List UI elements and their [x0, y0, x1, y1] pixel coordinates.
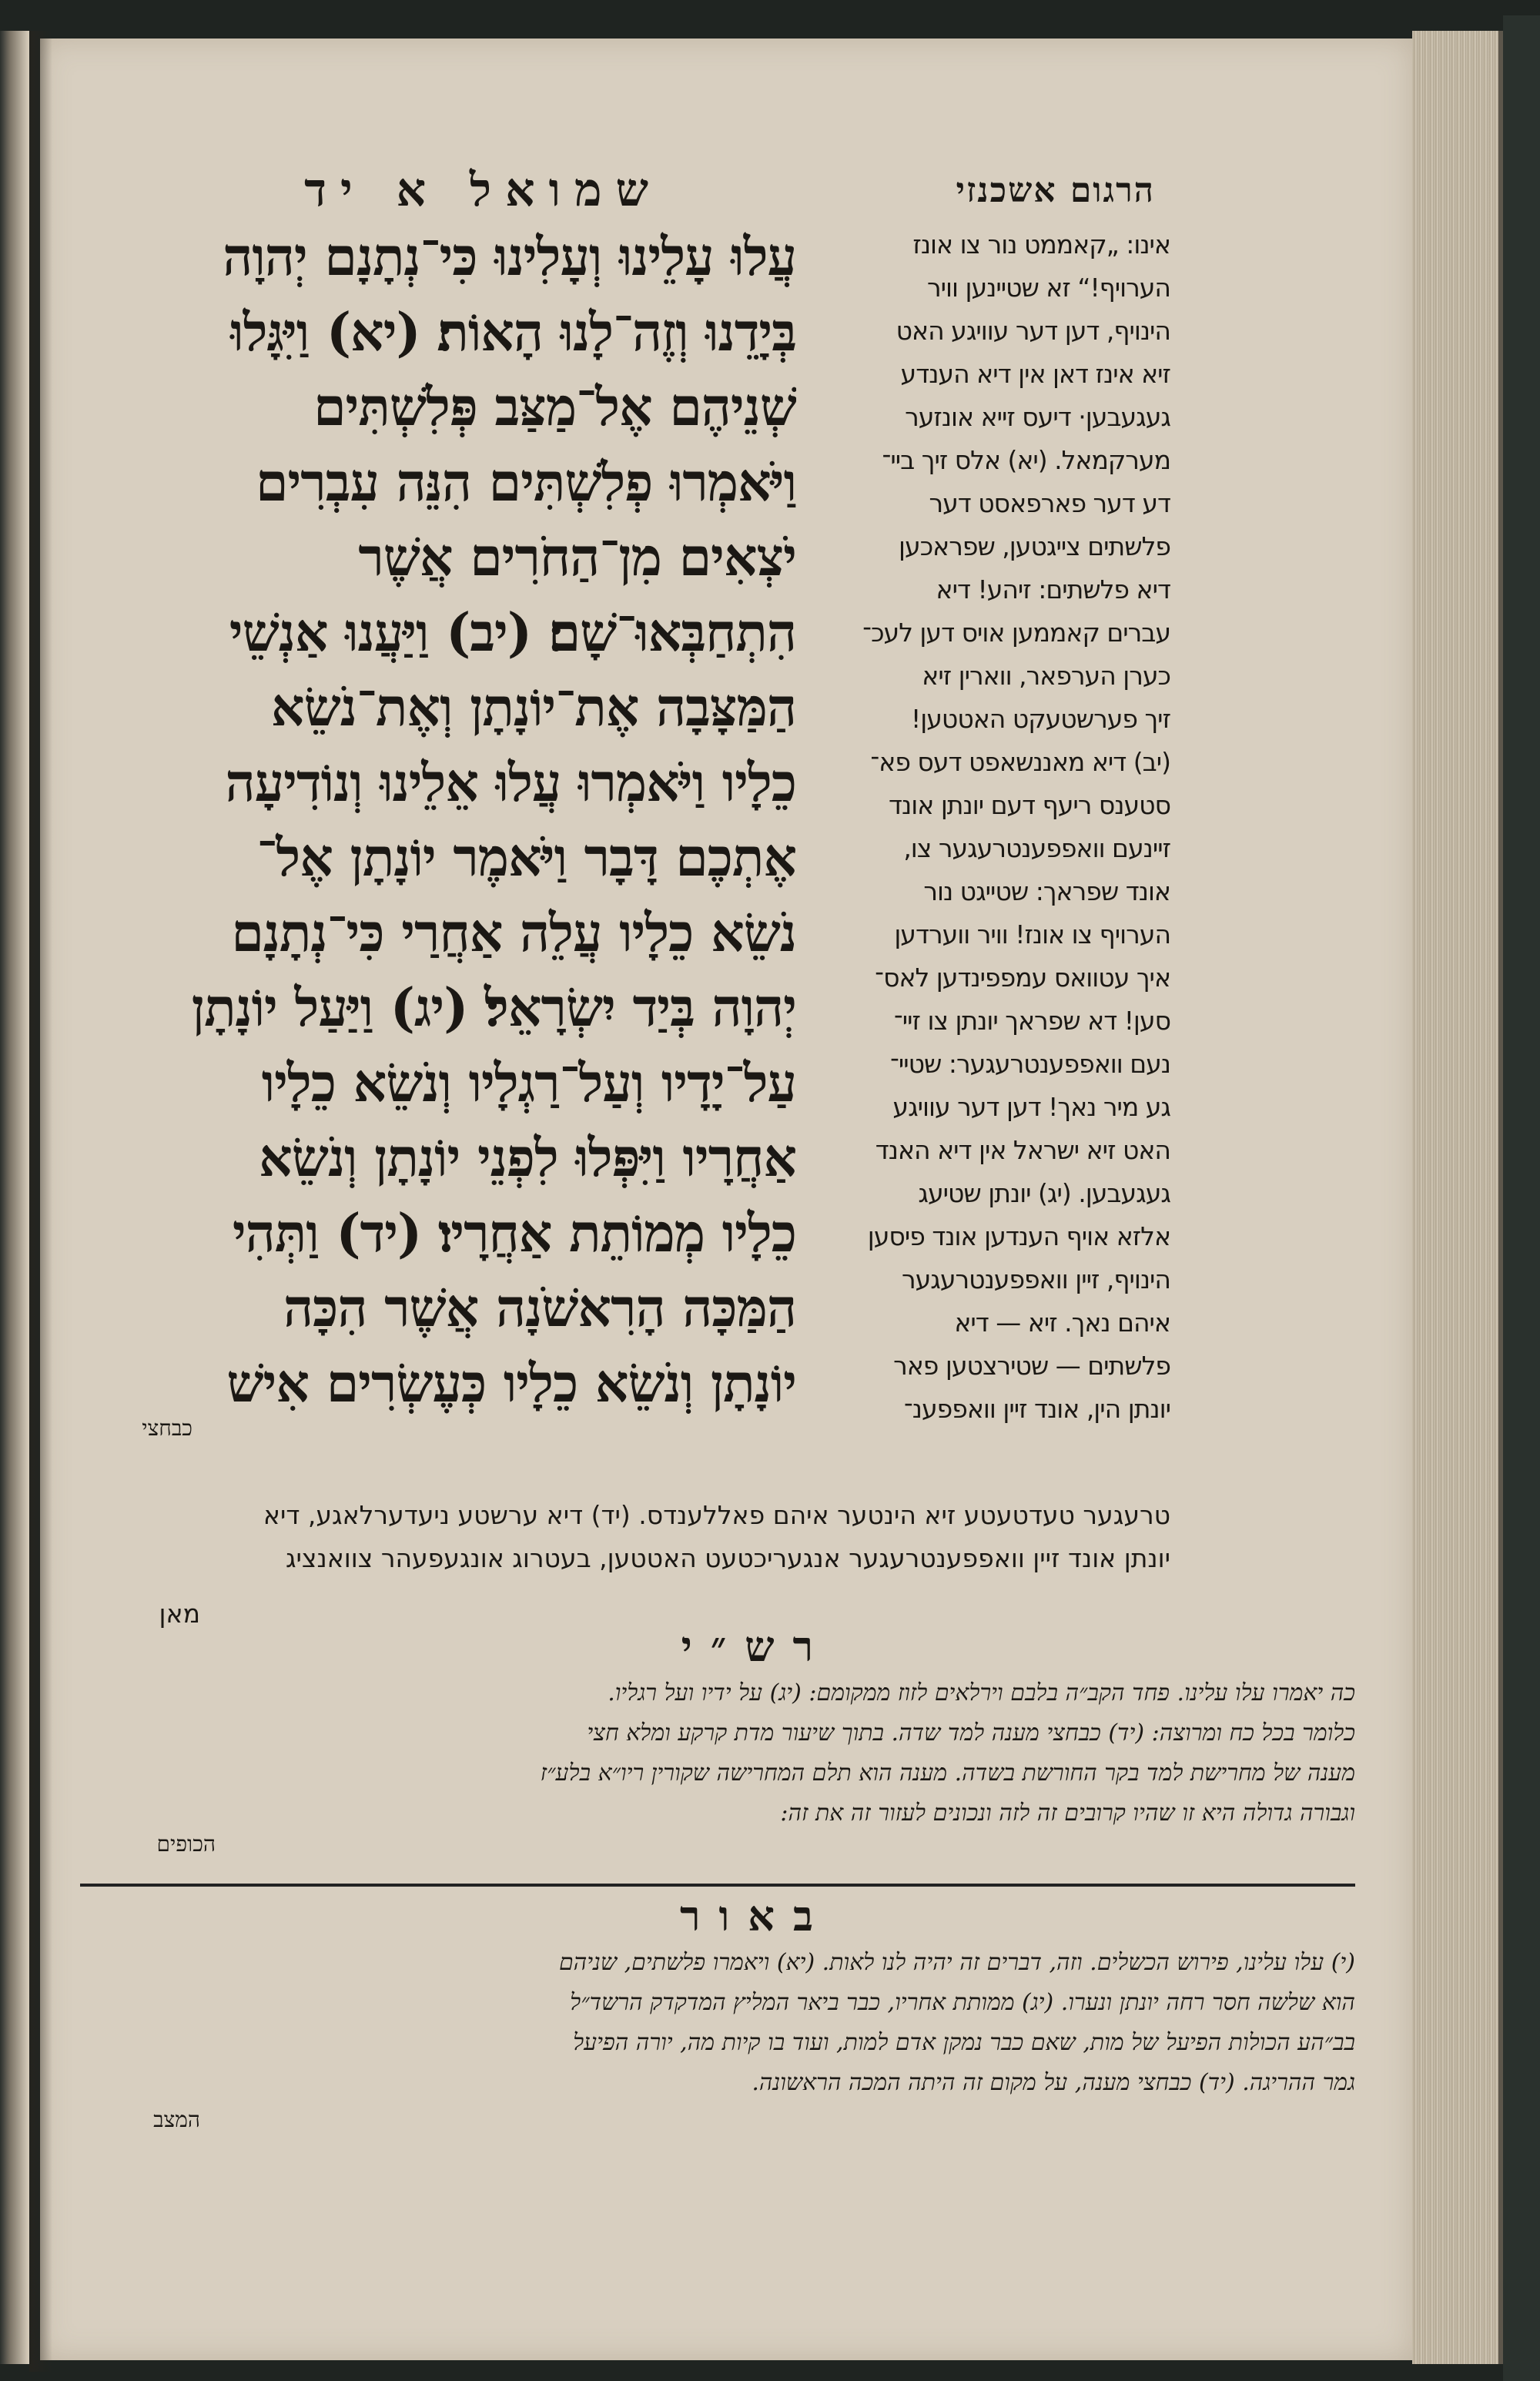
yiddish-line: הערויף צו אונז! וויר ווערדען — [894, 921, 1170, 949]
yiddish-line: כערן הערפאר, ווארין זיא — [922, 662, 1170, 691]
catchword-yiddish: מאן — [159, 1600, 200, 1629]
hebrew-verse-line: בְּיָדֵנוּ וְזֶה־לָנוּ הָאוֹת׃ (יא) וַיִּגָּלוּ — [230, 306, 796, 363]
hebrew-verse-line: יֹצְאִים מִן־הַחֹרִים אֲשֶׁר — [358, 531, 796, 588]
hebrew-verse-line: וַיֹּאמְרוּ פְלִשְׁתִּים הִנֵּה עִבְרִים — [256, 456, 796, 514]
rashi-title: רש״י — [681, 1622, 832, 1671]
hebrew-verse-line: כֵלָיו מְמוֹתֵת אַחֲרָיו׃ (יד) וַתְּהִי — [232, 1207, 796, 1264]
yiddish-line: הינויף, דען דער עוויגע האט — [896, 317, 1170, 346]
yiddish-line: אינו: „קאממט נור צו אונז — [912, 231, 1170, 260]
hebrew-verse-line: אַחֲרָיו וַיִּפְּלוּ לִפְנֵי יוֹנָתָן וְנֹשֵׂא — [259, 1132, 796, 1189]
yiddish-line: הינויף, זיין וואפפענטרעגער — [902, 1266, 1170, 1294]
yiddish-line: פלשתים — שטירצטען פאר — [893, 1352, 1170, 1381]
yiddish-line: דיא פלשתים: זיהע! דיא — [936, 576, 1170, 604]
hebrew-verse-line: אֶתְכֶם דָּבָר וַיֹּאמֶר יוֹנָתָן אֶל־ — [256, 832, 796, 889]
rashi-catchword: הכופים — [156, 1831, 216, 1857]
facing-page-edge — [0, 31, 29, 2364]
biur-line: הוא שלשה חסר רחה יונתן ונערו. (יג) ממותת אחריו, כבר ביאר המליץ המדקדק הרשד״ל — [570, 1990, 1355, 2016]
yiddish-line: עברים קאממען אויס דען לעכ־ — [862, 619, 1170, 648]
page-edges — [1412, 31, 1503, 2364]
yiddish-line: נעם וואפפענטרעגער: שטיי־ — [889, 1050, 1170, 1079]
hebrew-verse-line: כֵלָיו וַיֹּאמְרוּ עֲלוּ אֵלֵינוּ וְנוֹדִיעָה — [225, 756, 796, 814]
yiddish-line: אונד שפראך: שטייגט נור — [923, 878, 1170, 906]
rashi-line: מענה של מחרישת למד בקר החורשת בשדה. מענה הוא תלם המחרישה שקורין ריו״א בלע״ז — [540, 1760, 1355, 1787]
yiddish-line: געגעבען. (יג) יונתן שטיעג — [918, 1180, 1170, 1208]
yiddish-line: איך עטוואס עמפפינדען לאס־ — [875, 964, 1170, 993]
catchword-hebrew: כבחצי — [142, 1415, 192, 1441]
yiddish-line: סטענס ריעף דעם יונתן אונד — [889, 792, 1170, 820]
hebrew-verse-line: עַל־יָדָיו וְעַל־רַגְלָיו וְנֹשֵׂא כֵלָיו — [261, 1057, 796, 1114]
yiddish-line: יונתן הין, אונד זיין וואפפענ־ — [903, 1395, 1170, 1424]
yiddish-line: איהם נאך. זיא — דיא — [954, 1309, 1170, 1338]
continuation-line: טרעגער טעדטעטע זיא הינטער איהם פאללענדס. (יד) דיא ערשטע ניעדערלאגע, דיא — [263, 1502, 1170, 1530]
yiddish-line: זיך פערשטעקט האטטען! — [911, 705, 1170, 734]
yiddish-line: האט זיא ישראל אין דיא האנד — [875, 1137, 1170, 1165]
biur-line: בב״הע הכולות הפיעל של מות, שאם כבר נמקן אדם למות, ועוד בו קיות מה, יורה הפיעל — [573, 2030, 1355, 2056]
yiddish-line: אלזא אויף הענדען אונד פיסען — [867, 1223, 1170, 1251]
continuation-line: יונתן אונד זיין וואפפענטרעגער אנגעריכטעט האטטען, בעטרוג אונגעפעהר צוואנציג — [285, 1545, 1170, 1573]
binding-shadow — [29, 31, 52, 2372]
yiddish-line: גע מיר נאך! דען דער עוויגע — [892, 1093, 1170, 1122]
header-right-title: הרגום אשכנזי — [956, 171, 1155, 210]
yiddish-line: זיינעם וואפפענטרעגער צו, — [903, 835, 1170, 863]
hebrew-verse-line: שְׁנֵיהֶם אֶל־מַצַּב פְּלִשְׁתִּים — [313, 381, 796, 438]
hebrew-verse-line: הַמַּצָּבָה אֶת־יוֹנָתָן וְאֶת־נֹשֵׂא — [270, 681, 796, 738]
biur-line: (י) עלו עלינו, פירוש הכשלים. וזה, דברים זה יהיה לנו לאות. (יא) ויאמרו פלשתים, שניהם — [558, 1950, 1355, 1976]
yiddish-line: זיא אינז דאן אין דיא הענדע — [900, 360, 1170, 389]
yiddish-line: (יב) דיא מאננשאפט דעס פא־ — [870, 748, 1170, 777]
rashi-line: כה יאמרו עלו עלינו. פחד הקב״ה בלבם וירלאים לזוז ממקומם: (יג) על ידיו ועל רגליו. — [608, 1680, 1355, 1706]
section-divider — [80, 1884, 1355, 1887]
yiddish-line: דע דער פארפאסט דער — [929, 490, 1170, 518]
yiddish-line: הערויף!“ זא שטיינען וויר — [927, 274, 1170, 303]
hebrew-verse-line: יוֹנָתָן וְנֹשֵׂא כֵלָיו כְּעֶשְׂרִים אִישׁ — [226, 1357, 796, 1415]
hebrew-verse-line: נֹשֵׂא כֵלָיו עֲלֵה אַחֲרַי כִּי־נְתָנָם — [231, 906, 796, 964]
hebrew-verse-line: הִתְחַבְּאוּ־שָׁם׃ (יב) וַיַּעֲנוּ אַנְשֵׁי — [229, 606, 796, 664]
hebrew-verse-line: עֲלוּ עָלֵינוּ וְעָלִינוּ כִּי־נְתָנָם יְהוָה — [223, 231, 796, 288]
book-cover-edge — [1503, 15, 1540, 2381]
rashi-line: וגבורה גדולה היא זו שהיו קרובים זה לזה ונכונים לעזור זה את זה: — [780, 1800, 1355, 1827]
yiddish-line: געגעבען· דיעס זייא אונזער — [905, 404, 1170, 432]
rashi-line: כלומר בכל כח ומרוצה: (יד) כבחצי מענה למד שדה. בתוך שיעור מדת קרקע ומלא חצי — [587, 1720, 1355, 1746]
hebrew-verse-line: יְהוָה בְּיַד יִשְׂרָאֵל׃ (יג) וַיַּעַל יוֹנָתָן — [191, 982, 796, 1039]
yiddish-line: סען! דא שפראך יונתן צו זיי־ — [893, 1007, 1170, 1036]
yiddish-line: פלשתים צייגטען, שפראכען — [899, 533, 1170, 561]
biur-catchword: המצב — [153, 2107, 200, 2132]
hebrew-verse-line: הַמַּכָּה הָרִאשֹׁנָה אֲשֶׁר הִכָּה — [283, 1282, 796, 1339]
biur-line: גמר ההריגה. (יד) כבחצי מענה, על מקום זה היתה המכה הראשונה. — [752, 2070, 1355, 2096]
header-left-title: שמואל א יד — [304, 163, 662, 217]
yiddish-line: מערקמאל. (יא) אלס זיך ביי־ — [882, 447, 1170, 475]
biur-title: באור — [679, 1891, 832, 1941]
